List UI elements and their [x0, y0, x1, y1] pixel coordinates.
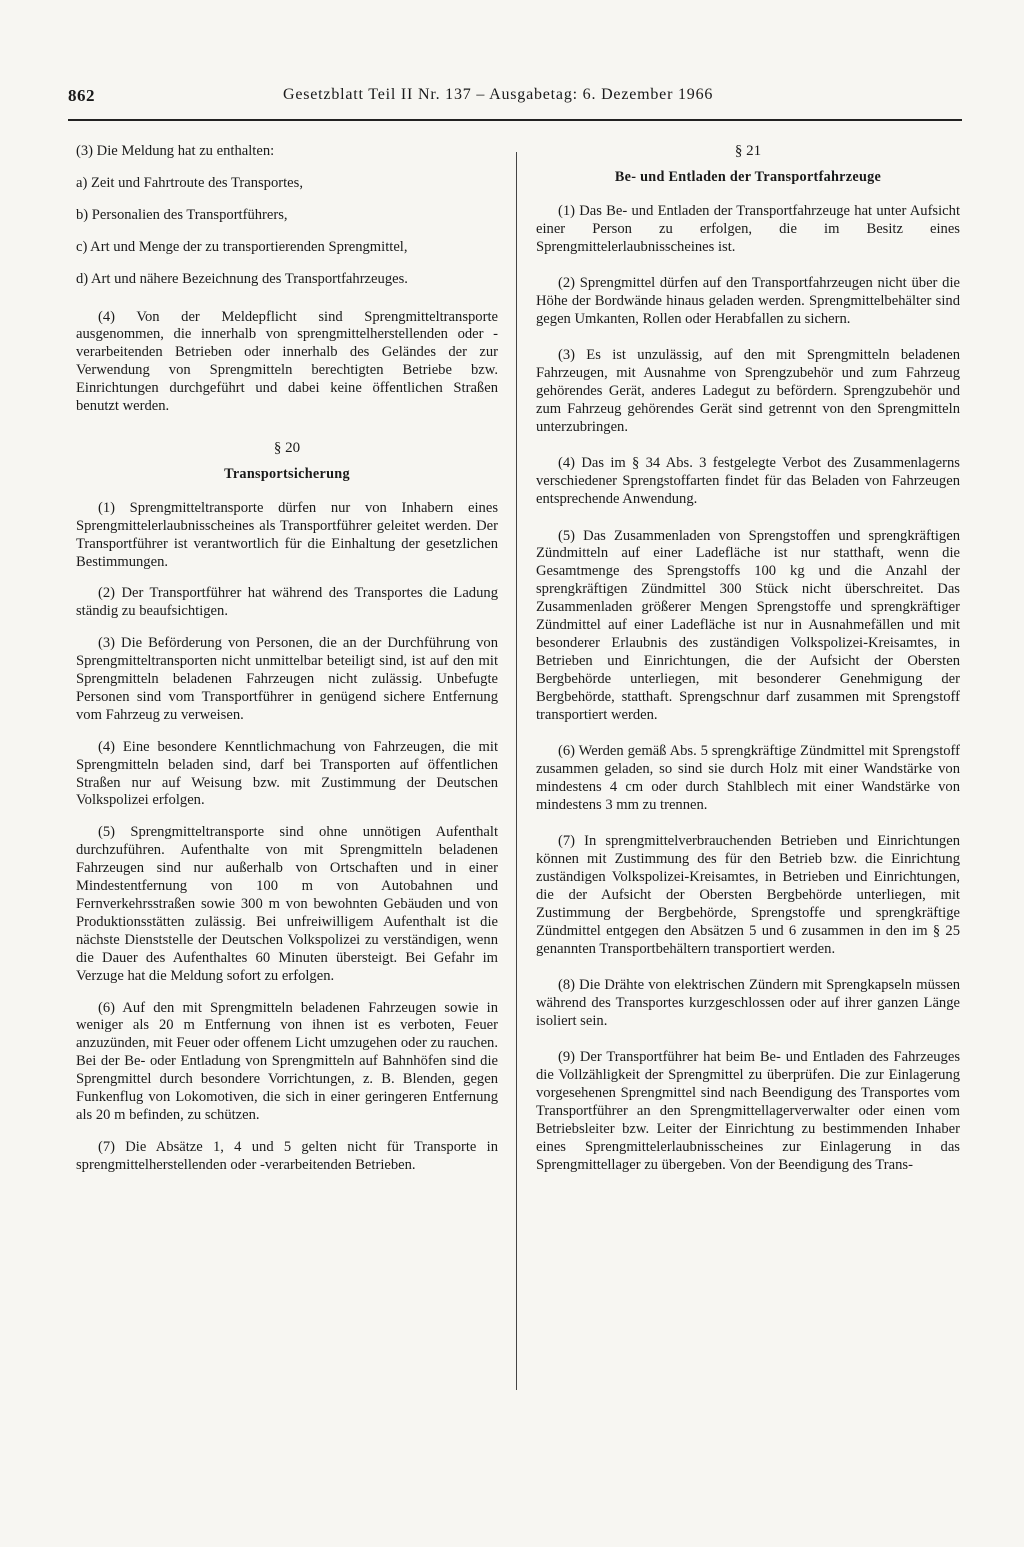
paragraph: (3) Die Beförderung von Personen, die an der Durchführung von Sprengmitteltransporten nicht unmittelbar beteiligt sind, ist auf den mit Sprengmitteln beladenen Fahrzeugen nicht zulässig. Unbefugte Personen sind vom Transportführer in genügend sichere Entfernung vom Fahrzeug zu verweisen.	[76, 635, 498, 723]
left-column	[76, 143, 498, 1189]
header-rule	[68, 119, 962, 121]
paragraph: (5) Sprengmitteltransporte sind ohne unnötigen Aufenthalt durchzuführen. Aufenthalte von mit Sprengmitteln beladenen Fahrzeugen sind nur außerhalb von Ortschaften und in einer Mindestentfernung von 100 m von Autobahnen und Fernverkehrsstraßen sowie 300 m von bewohnten Gebäuden und von Produktionsstätten zulässig. Bei unfreiwilligem Aufenthalt ist die nächste Dienststelle der Deutschen Volkspolizei zu verständigen, wenn die Dauer des Aufenthaltes 60 Minuten übersteigt. Bei Gefahr im Verzuge hat die Meldung sofort zu erfolgen.	[76, 824, 498, 984]
section-number: § 21	[734, 143, 762, 159]
paragraph-4: (4) Von der Meldepflicht sind Sprengmitteltransporte ausgenommen, die innerhalb von sprengmittelherstellenden oder -verarbeitenden Betrieben oder innerhalb des Geländes der zur Verwendung von Sprengmitteln berechtigten Betriebe bzw. Einrichtungen durchgeführt und dabei keine öffentlichen Straßen benutzt werden.	[76, 308, 498, 415]
page-number: 862	[68, 86, 95, 105]
paragraph: (7) Die Absätze 1, 4 und 5 gelten nicht für Transporte in sprengmittelherstellenden oder -verarbeitenden Betrieben.	[76, 1138, 498, 1173]
running-head: Gesetzblatt Teil II Nr. 137 – Ausgabetag: 6. Dezember 1966	[283, 86, 714, 103]
paragraph: (3) Es ist unzulässig, auf den mit Sprengmitteln beladenen Fahrzeugen, mit Ausnahme von Sprengzubehör und zum Fahrzeug gehörendes Gerät, anderes Ladegut zu befördern. Sprengzubehör und zum Fahrzeug gehörendes Gerät sind getrennt von den Sprengmitteln unterzubringen.	[536, 347, 960, 435]
paragraph: (9) Der Transportführer hat beim Be- und Entladen des Fahrzeuges die Vollzähligkeit der Sprengmittel zu überprüfen. Die zur Einlagerung vorgesehenen Sprengmittel sind nach Beendigung des Transportes vom Transportführer an den Sprengmittellagerverwalter oder einen vom Betriebsleiter bzw. Leiter der Einrichtung zu bestimmenden Inhaber eines Sprengmittelerlaubnisscheines zur Einlagerung in das Sprengmittellager zu übergeben. Von der Beendigung des Trans-	[536, 1049, 960, 1173]
paragraph: (4) Das im § 34 Abs. 3 festgelegte Verbot des Zusammenlagerns verschiedener Sprengstoffarten findet für das Beladen von Fahrzeugen entsprechende Anwendung.	[536, 455, 960, 508]
paragraph: (6) Werden gemäß Abs. 5 sprengkräftige Zündmittel mit Sprengstoff zusammen geladen, so sind sie durch Holz mit einer Wandstärke von mindestens 4 cm oder durch Stahlblech mit einer Wandstärke von mindestens 3 mm zu trennen.	[536, 742, 960, 813]
list-item-a: a) Zeit und Fahrtroute des Transportes,	[76, 174, 303, 191]
paragraph: (4) Eine besondere Kenntlichmachung von Fahrzeugen, die mit Sprengmitteln beladen sind, darf bei Transporten auf öffentlichen Straßen nur auf Weisung bzw. mit Zustimmung der Deutschen Volkspolizei erfolgen.	[76, 738, 498, 809]
paragraph: (6) Auf den mit Sprengmitteln beladenen Fahrzeugen sowie in weniger als 20 m Entfernung von ihnen ist es verboten, Feuer anzuzünden, mit Feuer oder offenem Licht umzugehen oder zu rauchen. Bei der Be- oder Entladung von Sprengmitteln auf Bahnhöfen sind die Sprengmittel durch besondere Vorrichtungen, z. B. Blenden, gegen Funkenflug von Lokomotiven, die sich in einer geringeren Entfernung als 20 m befinden, zu schützen.	[76, 999, 498, 1123]
section-number: § 20	[273, 439, 301, 456]
paragraph: (8) Die Drähte von elektrischen Zündern mit Sprengkapseln müssen während des Transportes kurzgeschlossen oder auf ihrer ganzen Länge isoliert sein.	[536, 976, 960, 1029]
list-item-b: b) Personalien des Transportführers,	[76, 206, 288, 223]
paragraph-3-intro: (3) Die Meldung hat zu enthalten:	[76, 143, 275, 159]
paragraph: (1) Das Be- und Entladen der Transportfahrzeuge hat unter Aufsicht einer Person zu erfolgen, die im Besitz eines Sprengmittelerlaubnisscheines ist.	[536, 202, 960, 255]
section-title: Be- und Entladen der Transportfahrzeuge	[614, 168, 882, 185]
paragraph: (5) Das Zusammenladen von Sprengstoffen und sprengkräftigen Zündmitteln auf einer Ladefläche ist nur statthaft, wenn die Gesamtmenge des Sprengstoffs 100 kg und die Anzahl der sprengkräftigen Zündmittel 300 Stück nicht überschreitet. Das Zusammenladen größerer Mengen Sprengstoffe und sprengkräftiger Zündmittel auf einer Ladefläche ist nur in Ausnahmefällen und mit besonderer Erlaubnis des zuständigen Volkspolizei-Kreisamtes, in Betrieben und Einrichtungen, die der Aufsicht der Obersten Bergbehörde unterliegen, mit besonderer Genehmigung der Bergbehörde, statthaft. Sprengschnur darf zusammen mit Sprengstoff transportiert werden.	[536, 527, 960, 723]
paragraph: (1) Sprengmitteltransporte dürfen nur von Inhabern eines Sprengmittelerlaubnisscheines als Transportführer geleitet werden. Der Transportführer ist verantwortlich für die Einhaltung der gesetzlichen Bestimmungen.	[76, 499, 498, 570]
paragraph: (7) In sprengmittelverbrauchenden Betrieben und Einrichtungen können mit Zustimmung des für den Betrieb bzw. die Einrichtung zuständigen Volkspolizei-Kreisamtes, in Betrieben und Einrichtungen, die der Aufsicht der Obersten Bergbehörde unterliegen, mit Zustimmung der Bergbehörde, Sprengstoffe und sprengkräftige Zündmittel entgegen den Absätzen 5 und 6 zusammen in den im § 25 genannten Transportbehältern transportiert werden.	[536, 833, 960, 957]
paragraph: (2) Sprengmittel dürfen auf den Transportfahrzeugen nicht über die Höhe der Bordwände hinaus geladen werden. Sprengmittelbehälter sind gegen Umkanten, Rollen oder Herabfallen zu sichern.	[536, 275, 960, 327]
column-divider	[516, 152, 517, 1390]
right-column	[536, 143, 960, 1193]
section-title: Transportsicherung	[224, 465, 350, 482]
paragraph: (2) Der Transportführer hat während des Transportes die Ladung ständig zu beaufsichtigen.	[76, 585, 498, 620]
list-item-d: d) Art und nähere Bezeichnung des Transportfahrzeuges.	[76, 270, 408, 287]
list-item-c: c) Art und Menge der zu transportierenden Sprengmittel,	[76, 238, 408, 255]
